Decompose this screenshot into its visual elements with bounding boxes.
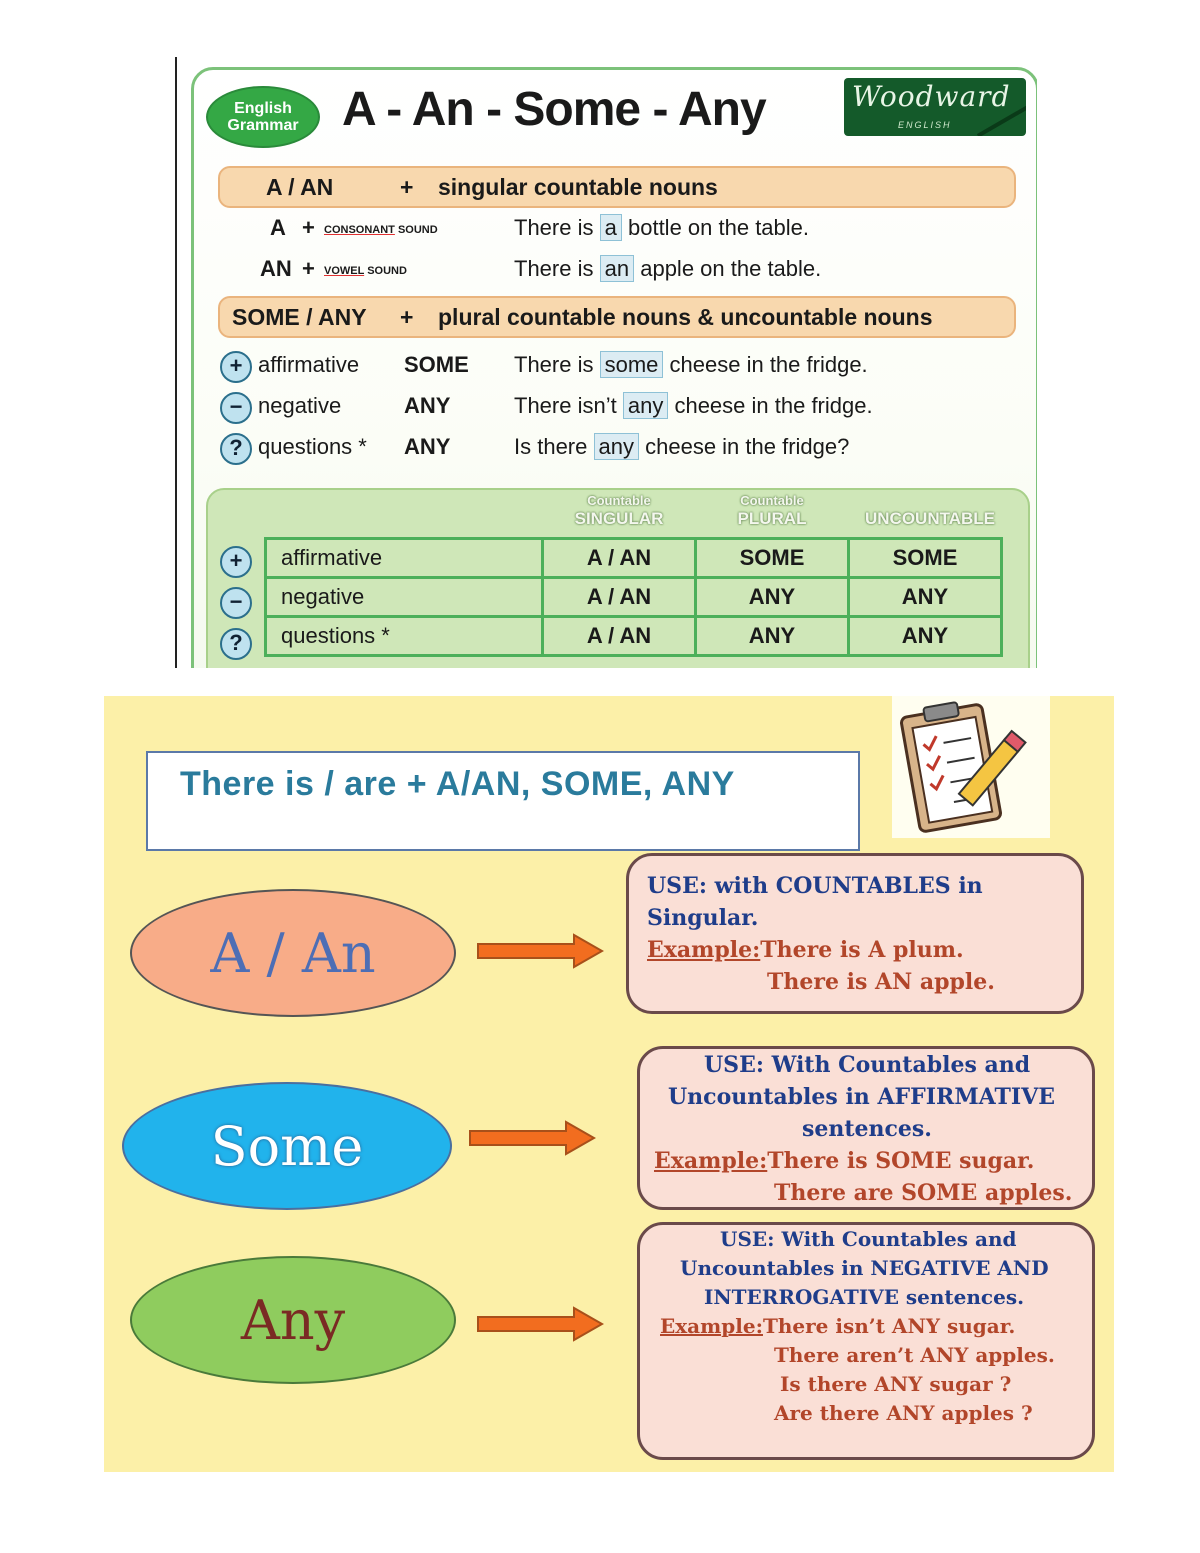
plus-icon: +	[220, 351, 252, 383]
clipboard-checklist-icon	[892, 696, 1050, 838]
badge-line-1: English	[234, 100, 292, 117]
rule-bar-a-an	[218, 166, 1016, 208]
bar2-right: plural countable nouns & uncountable nouns	[438, 304, 933, 330]
bar2-left: SOME / ANY	[232, 304, 367, 330]
rule-bar-some-any	[218, 296, 1016, 338]
info-box-some: USE: With Countables and Uncountables in AFFIRMATIVE sentences. Example:There is SOME sugar. There are SOME apples.	[637, 1046, 1095, 1210]
row-question-label: questions *	[258, 434, 367, 459]
col-head-singular: Countable SINGULAR	[574, 493, 664, 528]
col-head-uncountable: UNCOUNTABLE	[864, 509, 995, 528]
row-negative-word: ANY	[404, 393, 451, 418]
rule-a-sound	[324, 224, 438, 236]
question-icon: ?	[220, 433, 252, 465]
highlight-a: a	[600, 214, 622, 241]
table-cell: A / AN	[543, 539, 696, 578]
arrow-right-icon	[468, 1120, 596, 1156]
rule-a-example: There is a bottle on the table.	[514, 215, 810, 240]
row-negative-label: negative	[258, 393, 342, 418]
info-box-any: USE: With Countables and Uncountables in NEGATIVE AND INTERROGATIVE sentences. Example:There isn’t ANY sugar. There aren’t ANY apples. Is there ANY sugar ? Are there ANY apples ?	[637, 1222, 1095, 1460]
table-cell: affirmative	[266, 539, 543, 578]
grammar-slide-bottom	[104, 696, 1114, 1472]
slide-title: There is / are + A/AN, SOME, ANY	[180, 765, 735, 803]
table-row	[266, 578, 1002, 617]
question-icon: ?	[220, 628, 252, 660]
woodward-logo	[844, 78, 1026, 136]
slide-title-box	[146, 751, 860, 851]
page-title: A - An - Some - Any	[342, 83, 766, 136]
table-cell: SOME	[849, 539, 1002, 578]
ellipse-some	[122, 1082, 452, 1210]
rule-an-sound	[324, 265, 407, 277]
rule-an-example: There is an apple on the table.	[514, 256, 822, 281]
highlight-some: some	[600, 351, 664, 378]
table-cell: ANY	[696, 578, 849, 617]
logo-sub: ENGLISH	[898, 120, 952, 130]
row-negative-example: There isn’t any cheese in the fridge.	[514, 393, 873, 418]
bar1-plus: +	[400, 174, 414, 200]
rule-an-head: AN	[260, 256, 292, 281]
table-cell: negative	[266, 578, 543, 617]
minus-icon: −	[220, 392, 252, 424]
bar1-left: A / AN	[266, 174, 334, 200]
summary-table	[264, 537, 1003, 657]
table-row	[266, 617, 1002, 656]
table-cell: ANY	[849, 617, 1002, 656]
ellipse-some-label: Some	[210, 1114, 364, 1178]
grammar-chart-top	[175, 57, 1037, 668]
row-affirmative-word: SOME	[404, 352, 469, 377]
bar1-right: singular countable nouns	[438, 174, 718, 200]
table-cell: SOME	[696, 539, 849, 578]
minus-icon: −	[220, 587, 252, 619]
arrow-right-icon	[476, 1306, 604, 1342]
table-cell: ANY	[849, 578, 1002, 617]
grammar-card	[191, 67, 1037, 668]
logo-brand: Woodward	[852, 80, 1011, 113]
rule-a-sound-word: CONSONANT	[324, 224, 395, 236]
ellipse-a-an-label: A / An	[210, 921, 376, 985]
row-affirmative-label: affirmative	[258, 352, 360, 377]
rule-a-plus: +	[302, 215, 315, 240]
ellipse-any	[130, 1256, 456, 1384]
rule-an-plus: +	[302, 256, 315, 281]
rule-an-sound-label: SOUND	[367, 265, 407, 277]
col-head-plural: Countable PLURAL	[737, 493, 807, 528]
table-cell: A / AN	[543, 578, 696, 617]
highlight-any-neg: any	[623, 392, 668, 419]
row-affirmative-example: There is some cheese in the fridge.	[514, 352, 868, 377]
badge-line-2: Grammar	[227, 117, 299, 134]
ellipse-a-an	[130, 889, 456, 1017]
english-grammar-badge	[206, 86, 320, 148]
table-cell: A / AN	[543, 617, 696, 656]
arrow-right-icon	[476, 933, 604, 969]
highlight-any-q: any	[594, 433, 639, 460]
row-question-example: Is there any cheese in the fridge?	[514, 434, 850, 459]
plus-icon: +	[220, 546, 252, 578]
rule-an-sound-word: VOWEL	[324, 265, 365, 277]
highlight-an: an	[600, 255, 634, 282]
table-cell: questions *	[266, 617, 543, 656]
bar2-plus: +	[400, 304, 414, 330]
table-row	[266, 539, 1002, 578]
rule-a-sound-label: SOUND	[397, 224, 438, 236]
row-question-word: ANY	[404, 434, 451, 459]
ellipse-any-label: Any	[240, 1288, 346, 1352]
rule-a-head: A	[270, 215, 286, 240]
info-box-a-an: USE: with COUNTABLES in Singular. Example:There is A plum. There is AN apple.	[626, 853, 1084, 1014]
table-cell: ANY	[696, 617, 849, 656]
